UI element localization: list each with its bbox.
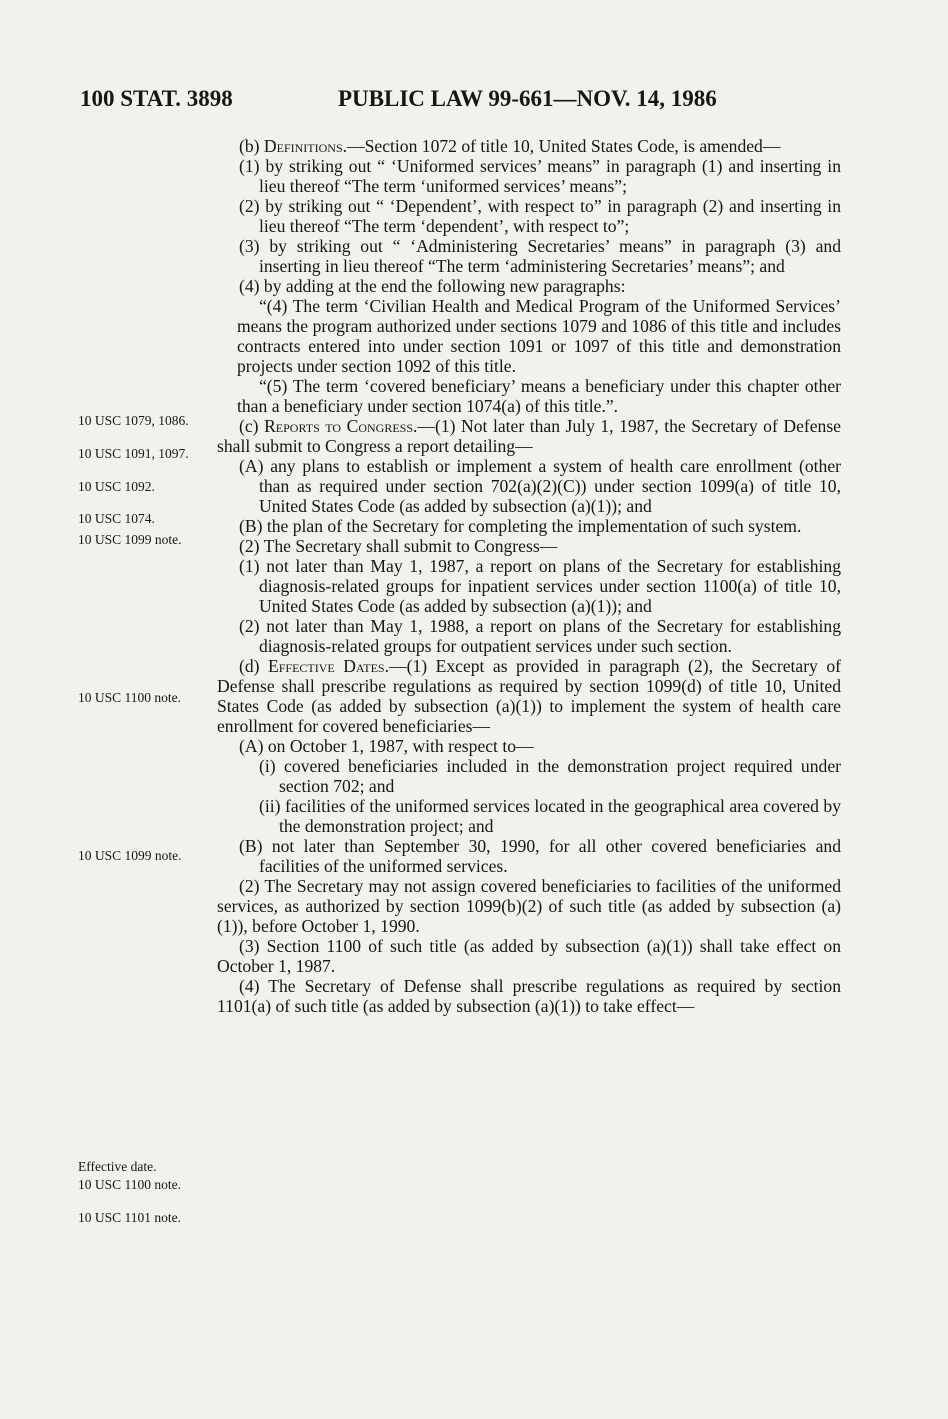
paragraph: (2) by striking out “ ‘Dependent’, with respect to” in paragraph (2) and inserting in lieu thereof “The term ‘dependent’, with respect to”; (239, 196, 841, 236)
paragraph: “(4) The term ‘Civilian Health and Medical Program of the Uniformed Services’ means the program authorized under sections 1079 and 1086 of this title and includes contracts entered into under section 1091 or 1097 of this title and demonstration projects under section 1092 of this title. (237, 296, 841, 376)
margin-note: 10 USC 1079, 1086. (78, 413, 189, 428)
paragraph-prefix: (c) (239, 416, 265, 436)
stat-page-number: 100 STAT. 3898 (80, 86, 233, 111)
paragraph-text: .—(1) Not later than July 1, 1987, the Secretary of Defense shall submit to Congress a report detailing— (217, 416, 841, 456)
paragraph: (ii) facilities of the uniformed services located in the geographical area covered by the demonstration project; and (259, 796, 841, 836)
paragraph: (4) The Secretary of Defense shall prescribe regulations as required by section 1101(a) of such title (as added by subsection (a)(1)) to take effect— (217, 976, 841, 1016)
paragraph-prefix: (d) (239, 656, 268, 676)
paragraph: (1) by striking out “ ‘Uniformed services’ means” in paragraph (1) and inserting in lieu thereof “The term ‘uniformed services’ means”; (239, 156, 841, 196)
margin-note: 10 USC 1099 note. (78, 848, 182, 863)
margin-note: 10 USC 1091, 1097. (78, 446, 189, 461)
paragraph: (B) the plan of the Secretary for completing the implementation of such system. (239, 516, 802, 536)
paragraph-prefix: (b) (239, 136, 264, 156)
paragraph: (4) by adding at the end the following new paragraphs: (239, 276, 626, 296)
document-body (217, 136, 841, 1016)
margin-note: 10 USC 1100 note. (78, 690, 182, 705)
paragraph: (A) on October 1, 1987, with respect to— (239, 736, 534, 756)
paragraph (217, 416, 841, 456)
paragraph: (3) Section 1100 of such title (as added by subsection (a)(1)) shall take effect on October 1, 1987. (217, 936, 841, 976)
margin-note: 10 USC 1101 note. (78, 1210, 182, 1225)
paragraph (217, 656, 841, 736)
paragraph: (2) The Secretary may not assign covered beneficiaries to facilities of the uniformed services, as authorized by section 1099(b)(2) of such title (as added by subsection (a)(1)), before October 1, 1990. (217, 876, 841, 936)
section-heading: Effective Dates (268, 656, 385, 676)
margin-note: 10 USC 1074. (78, 511, 155, 526)
paragraph-text: .—Section 1072 of title 10, United States Code, is amended— (342, 136, 781, 156)
paragraph: (2) The Secretary shall submit to Congress— (239, 536, 558, 556)
paragraph: (A) any plans to establish or implement a system of health care enrollment (other than as required under section 702(a)(2)(C)) under section 1099(a) of title 10, United States Code (as added by subsection (a)(1)); and (239, 456, 841, 516)
section-heading: Reports to Congress (264, 416, 413, 436)
margin-note: Effective date. (78, 1159, 157, 1174)
paragraph: “(5) The term ‘covered beneficiary’ means a beneficiary under this chapter other than a beneficiary under section 1074(a) of this title.”. (237, 376, 841, 416)
paragraph: (2) not later than May 1, 1988, a report on plans of the Secretary for establishing diagnosis-related groups for outpatient services under such section. (239, 616, 841, 656)
section-heading: Definitions (263, 136, 343, 156)
paragraph (217, 136, 841, 156)
paragraph-text: .—(1) Except as provided in paragraph (2), the Secretary of Defense shall prescribe regulations as required by section 1099(d) of title 10, United States Code (as added by subsection (a)(1)) to implement the system of health care enrollment for covered beneficiaries— (217, 656, 841, 736)
public-law-title: PUBLIC LAW 99-661—NOV. 14, 1986 (338, 86, 717, 111)
paragraph: (3) by striking out “ ‘Administering Secretaries’ means” in paragraph (3) and inserting in lieu thereof “The term ‘administering Secretaries’ means”; and (239, 236, 841, 276)
paragraph: (1) not later than May 1, 1987, a report on plans of the Secretary for establishing diagnosis-related groups for inpatient services under section 1100(a) of title 10, United States Code (as added by subsection (a)(1)); and (239, 556, 841, 616)
paragraph: (i) covered beneficiaries included in the demonstration project required under section 702; and (259, 756, 841, 796)
margin-note: 10 USC 1092. (78, 479, 155, 494)
margin-note: 10 USC 1099 note. (78, 532, 182, 547)
margin-note: 10 USC 1100 note. (78, 1177, 182, 1192)
paragraph: (B) not later than September 30, 1990, for all other covered beneficiaries and facilities of the uniformed services. (239, 836, 841, 876)
